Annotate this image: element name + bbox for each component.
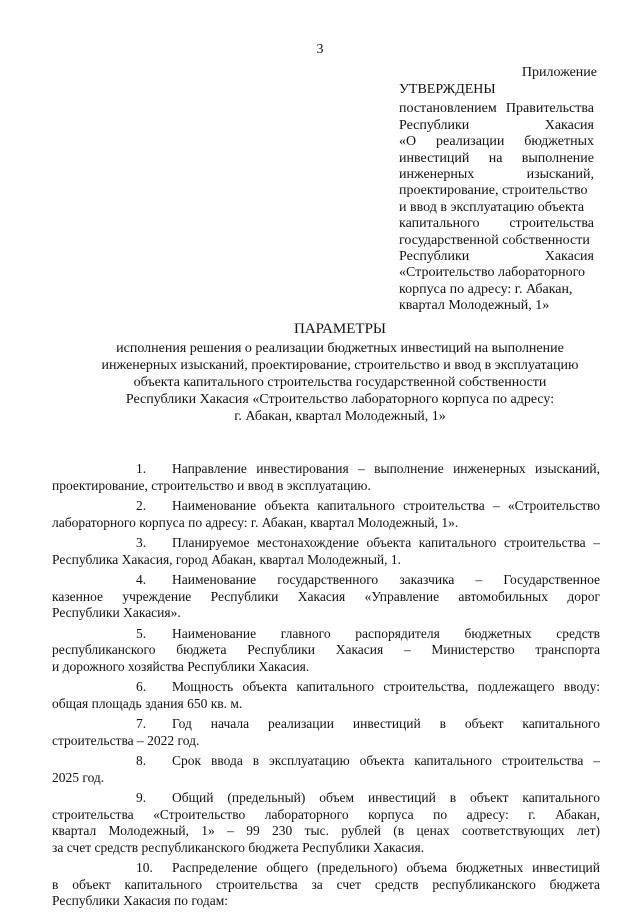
parameter-item [52,498,600,531]
item-line: Республики Хакасия». [52,605,181,620]
document-title: ПАРАМЕТРЫ [293,321,386,337]
item-line: строительства «Строительство лабораторного корпуса по адресу: г. Абакан, [52,806,600,822]
parameter-item [52,790,600,856]
title-line: исполнения решения о реализации бюджетных инвестиций на выполнение [116,341,564,356]
decree-line: и ввод в эксплуатацию объекта [399,199,585,215]
item-line: республиканского бюджета Республики Хакасия – Министерство транспорта [52,642,600,657]
item-number: 10. [136,860,153,875]
item-number: 8. [136,753,147,768]
item-line [94,535,600,552]
item-line: в объект капитального строительства за счет средств республиканского бюджета [52,876,600,892]
item-number: 2. [136,498,147,513]
item-number: 9. [136,790,147,805]
item-number: 1. [136,461,147,476]
title-line: объекта капитального строительства государственной собственности [133,375,547,390]
item-line: лабораторного корпуса по адресу: г. Абакан, квартал Молодежный, 1». [52,514,459,530]
item-line: строительства – 2022 год. [52,732,200,748]
item-line [94,572,600,589]
item-number: 5. [136,625,147,641]
decree-line: «О реализации бюджетных [399,134,594,150]
decree-line: Республики Хакасия [399,117,594,133]
decree-line: инженерных изысканий, [399,167,594,183]
parameter-item [52,625,600,676]
item-text: Общий (предельный) объем инвестиций в объект капитального [172,790,600,805]
parameter-item [52,753,600,786]
page-number: 3 [316,42,324,57]
item-line [94,679,600,696]
item-line [94,753,600,770]
item-text: Срок ввода в эксплуатацию объекта капитального строительства – [172,753,600,768]
item-text: Распределение общего (предельного) объема бюджетных инвестиций [172,860,600,875]
appendix-label: Приложение [521,65,597,80]
decree-line: проектирование, строительство [399,183,588,199]
item-line: за счет средств республиканского бюджета Республики Хакасия. [52,839,425,855]
document-title-block [40,321,640,425]
decree-line: Республики Хакасия [399,249,594,265]
title-line: инженерных изысканий, проектирование, строительство и ввод в эксплуатацию [101,358,579,373]
item-text: Направление инвестирования – выполнение инженерных изысканий, [172,461,600,476]
decree-line: государственной собственности [399,232,590,248]
item-line: и дорожного хозяйства Республики Хакасия. [52,658,310,674]
item-line: проектирование, строительство и ввод в эксплуатацию. [52,477,371,493]
parameter-item [52,572,600,622]
parameter-item [52,535,600,568]
parameter-item [52,461,600,494]
item-text: Мощность объекта капитального строительства, подлежащего вводу: [172,679,600,694]
item-text: Наименование объекта капитального строительства – «Строительство [172,498,600,513]
item-line [94,461,600,478]
item-line [94,860,600,877]
item-number: 4. [136,572,147,587]
item-line: общая площадь здания 650 кв. м. [52,695,243,711]
title-line: г. Абакан, квартал Молодежный, 1» [234,409,446,424]
parameter-item [52,679,600,712]
item-number: 6. [136,679,147,694]
title-line: Республики Хакасия «Строительство лабораторного корпуса по адресу: [125,392,555,407]
decree-line: корпуса по адресу: г. Абакан, [399,281,573,297]
item-line: Республики Хакасия по годам: [52,893,229,908]
parameter-item [52,716,600,749]
decree-line: капитального строительства [399,216,594,232]
item-line [94,716,600,733]
item-line [94,498,600,515]
item-text: Наименование государственного заказчика – Государственное [172,572,600,587]
approval-block [399,82,594,315]
decree-line: инвестиций на выполнение [399,150,594,166]
decree-line: квартал Молодежный, 1» [399,298,550,314]
item-text: Год начала реализации инвестиций в объект капитального [172,716,600,731]
item-number: 3. [136,535,147,550]
decree-line: постановлением Правительства [399,101,594,117]
approved-heading: УТВЕРЖДЕНЫ [399,82,496,97]
item-text: Планируемое местонахождение объекта капитального строительства – [172,535,600,550]
parameter-item [52,860,600,910]
parameters-list [52,461,600,914]
decree-line: «Строительство лабораторного [399,265,585,281]
item-line: квартал Молодежный, 1» – 99 230 тыс. рублей (в ценах соответствующих лет) [52,823,600,838]
item-text: Наименование главного распорядителя бюджетных средств [172,625,600,641]
item-number: 7. [136,716,147,731]
decree-text [399,101,594,314]
item-line: 2025 год. [52,769,105,785]
item-line: казенное учреждение Республики Хакасия «Управление автомобильных дорог [52,588,600,604]
item-line: Республика Хакасия, город Абакан, квартал Молодежный, 1. [52,551,402,567]
item-line [94,790,600,807]
item-line [94,626,600,643]
